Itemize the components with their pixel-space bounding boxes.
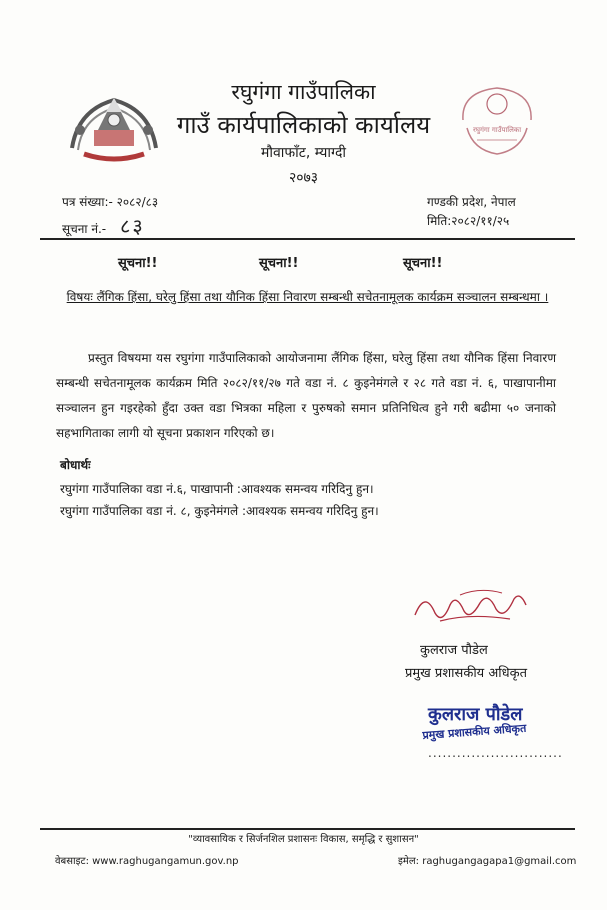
seal-text: रघुगंगा गाउँपालिका bbox=[472, 126, 522, 134]
established-year: २०७३ bbox=[288, 170, 319, 186]
footer-email: इमेल: raghugangagapa1@gmail.com bbox=[398, 856, 577, 867]
date-label: मिति: bbox=[427, 214, 452, 228]
province: गण्डकी प्रदेश, नेपाल bbox=[427, 195, 516, 209]
signer-name: कुलराज पौडेल bbox=[420, 643, 488, 658]
subject-line: विषयः लैंगिक हिंसा, घरेलु हिंसा तथा यौनिक हिंसा निवारण सम्बन्धी सचेतनामूलक कार्यक्रम सञ्चालन सम्बन्धमा । bbox=[66, 290, 549, 304]
body-paragraph: प्रस्तुत विषयमा यस रघुगंगा गाउँपालिकाको आयोजनामा लैंगिक हिंसा, घरेलु हिंसा तथा यौनिक हिंसा निवारण सम्बन्धी सचेतनामूलक कार्यक्रम मिति २०८२/११/२७ गते वडा नं. ८ कुइनेमंगले र २८ गते वडा नं. ६, पाखापानीमा सञ्चालन हुन गइरहेको हुँदा उक्त वडा भित्रका महिला र पुरुषको समान प्रतिनिधित्व हुने गरी बढीमा ५० जनाको सहभागिताका लागी यो सूचना प्रकाशन गरिएको छ। bbox=[56, 351, 556, 440]
notice-heading-2: सूचना!! bbox=[259, 256, 299, 271]
notice-heading-1: सूचना!! bbox=[118, 256, 158, 271]
stamp-name: कुलराज पौडेल bbox=[428, 704, 523, 725]
notice-number bbox=[62, 212, 145, 239]
footer-divider bbox=[40, 828, 575, 830]
office-address: मौवाफाँट, म्याग्दी bbox=[260, 145, 347, 161]
footer-website: वेबसाइट: www.raghugangamun.gov.np bbox=[55, 856, 239, 867]
stamp-title: प्रमुख प्रशासकीय अधिकृत bbox=[422, 721, 527, 742]
cc-item: रघुगंगा गाउँपालिका वडा नं. ८, कुइनेमंगले :आवश्यक समन्वय गरिदिनु हुन। bbox=[60, 504, 379, 518]
municipality-name: रघुगंगा गाउँपालिका bbox=[231, 80, 376, 104]
cc-title: बोधार्थः bbox=[60, 458, 91, 472]
signature-scribble-icon bbox=[410, 585, 530, 630]
notice-heading-3: सूचना!! bbox=[403, 256, 443, 271]
footer-motto: "व्यावसायिक र सिर्जनशिल प्रशासनः विकास, समृद्धि र सुशासन" bbox=[188, 834, 419, 845]
letter-number bbox=[62, 193, 158, 210]
signer-title: प्रमुख प्रशासकीय अधिकृत bbox=[405, 666, 528, 681]
notice-number-label: सूचना नं.- bbox=[62, 222, 107, 236]
cc-item: रघुगंगा गाउँपालिका वडा नं.६, पाखापानी :आवश्यक समन्वय गरिदिनु हुन। bbox=[60, 482, 374, 496]
header-divider bbox=[40, 238, 575, 240]
office-name: गाउँ कार्यपालिकाको कार्यालय bbox=[176, 111, 431, 139]
signature-dots: ............................ bbox=[428, 746, 563, 760]
notice-number-value: ८३ bbox=[119, 214, 145, 238]
date bbox=[427, 212, 509, 229]
letter-number-label: पत्र संख्या:- bbox=[62, 195, 113, 209]
date-value: २०८२/११/२५ bbox=[451, 214, 510, 228]
letter-number-value: २०८२/८३ bbox=[116, 195, 159, 209]
